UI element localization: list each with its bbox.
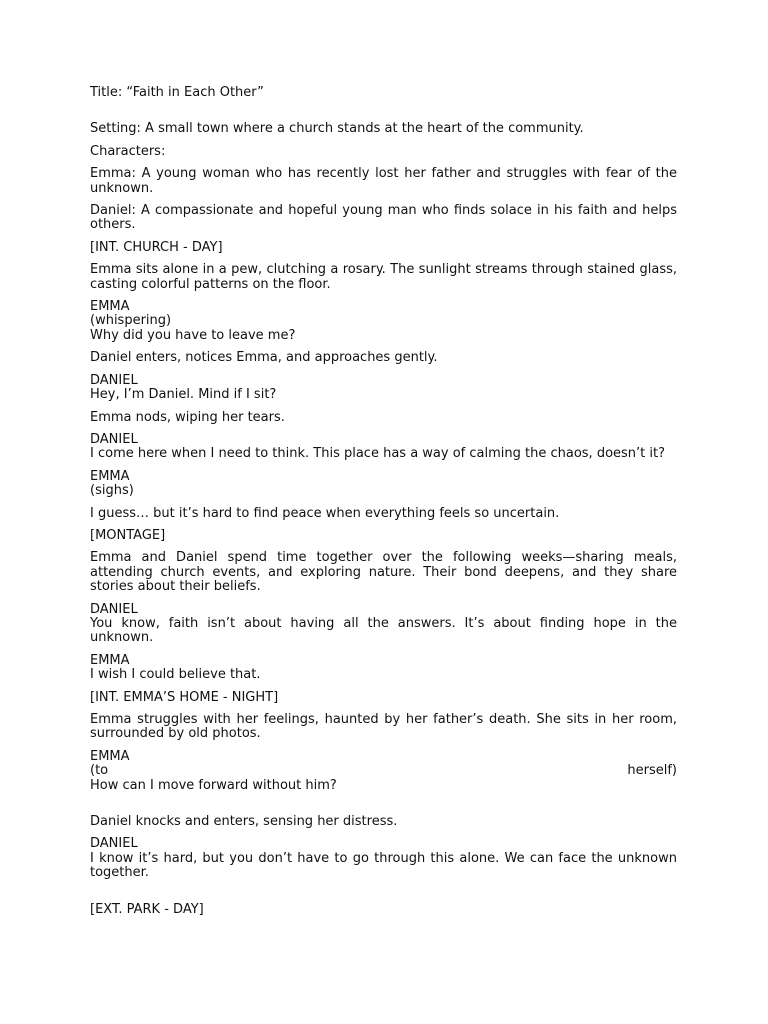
scene-heading: [INT. CHURCH - DAY] xyxy=(90,239,223,255)
character-name: DANIEL xyxy=(90,601,138,617)
dialogue-block xyxy=(90,837,677,880)
action-text: Daniel knocks and enters, sensing her distress. xyxy=(90,814,398,830)
character-name: EMMA xyxy=(90,468,130,484)
dialogue-line: How can I move forward without him? xyxy=(90,777,337,793)
dialogue-block xyxy=(90,750,677,793)
action-text: Emma nods, wiping her tears. xyxy=(90,409,285,425)
action-text: Emma struggles with her feelings, haunted by her father’s death. She sits in her room, surrounded by old photos. xyxy=(90,712,677,742)
scene-heading: [INT. EMMA’S HOME - NIGHT] xyxy=(90,689,279,705)
action-text: Daniel enters, notices Emma, and approaches gently. xyxy=(90,350,438,366)
setting-text: Setting: A small town where a church stands at the heart of the community. xyxy=(90,121,584,137)
dialogue-block xyxy=(90,654,677,683)
dialogue-line: I know it’s hard, but you don’t have to go through this alone. We can face the unknown together. xyxy=(90,850,677,881)
parenthetical: (sighs) xyxy=(90,483,134,499)
parenthetical-right: herself) xyxy=(627,763,677,779)
dialogue-line: You know, faith isn’t about having all the answers. It’s about finding hope in the unknown. xyxy=(90,615,677,646)
action-text: I guess… but it’s hard to find peace when everything feels so uncertain. xyxy=(90,505,560,521)
script-title: Title: “Faith in Each Other” xyxy=(90,85,264,100)
dialogue-block xyxy=(90,300,677,343)
dialogue-line: Hey, I’m Daniel. Mind if I sit? xyxy=(90,387,277,403)
character-name: DANIEL xyxy=(90,431,138,447)
character-name: EMMA xyxy=(90,652,130,668)
screenplay-page xyxy=(90,86,677,925)
dialogue-line: I come here when I need to think. This place has a way of calming the chaos, doesn’t it? xyxy=(90,446,666,462)
characters-heading: Characters: xyxy=(90,143,166,159)
parenthetical xyxy=(90,764,677,778)
action-text: Emma and Daniel spend time together over the following weeks—sharing meals, attending church events, and exploring nature. Their bond deepens, and they share stories about their beliefs. xyxy=(90,550,677,595)
character-name: EMMA xyxy=(90,748,130,764)
character-daniel: Daniel: A compassionate and hopeful young man who finds solace in his faith and helps others. xyxy=(90,203,677,233)
character-name: DANIEL xyxy=(90,372,138,388)
character-name: DANIEL xyxy=(90,836,138,852)
action-text: Emma sits alone in a pew, clutching a rosary. The sunlight streams through stained glass, casting colorful patterns on the floor. xyxy=(90,262,677,292)
dialogue-block xyxy=(90,603,677,646)
scene-heading: [EXT. PARK - DAY] xyxy=(90,901,204,917)
character-name: EMMA xyxy=(90,299,130,315)
parenthetical-left: (to xyxy=(90,763,109,779)
scene-heading: [MONTAGE] xyxy=(90,527,166,543)
dialogue-block xyxy=(90,374,677,403)
parenthetical: (whispering) xyxy=(90,313,172,329)
dialogue-block xyxy=(90,433,677,462)
dialogue-line: Why did you have to leave me? xyxy=(90,327,296,343)
dialogue-line: I wish I could believe that. xyxy=(90,667,261,683)
dialogue-block xyxy=(90,470,677,499)
character-emma: Emma: A young woman who has recently lost her father and struggles with fear of the unknown. xyxy=(90,166,677,196)
